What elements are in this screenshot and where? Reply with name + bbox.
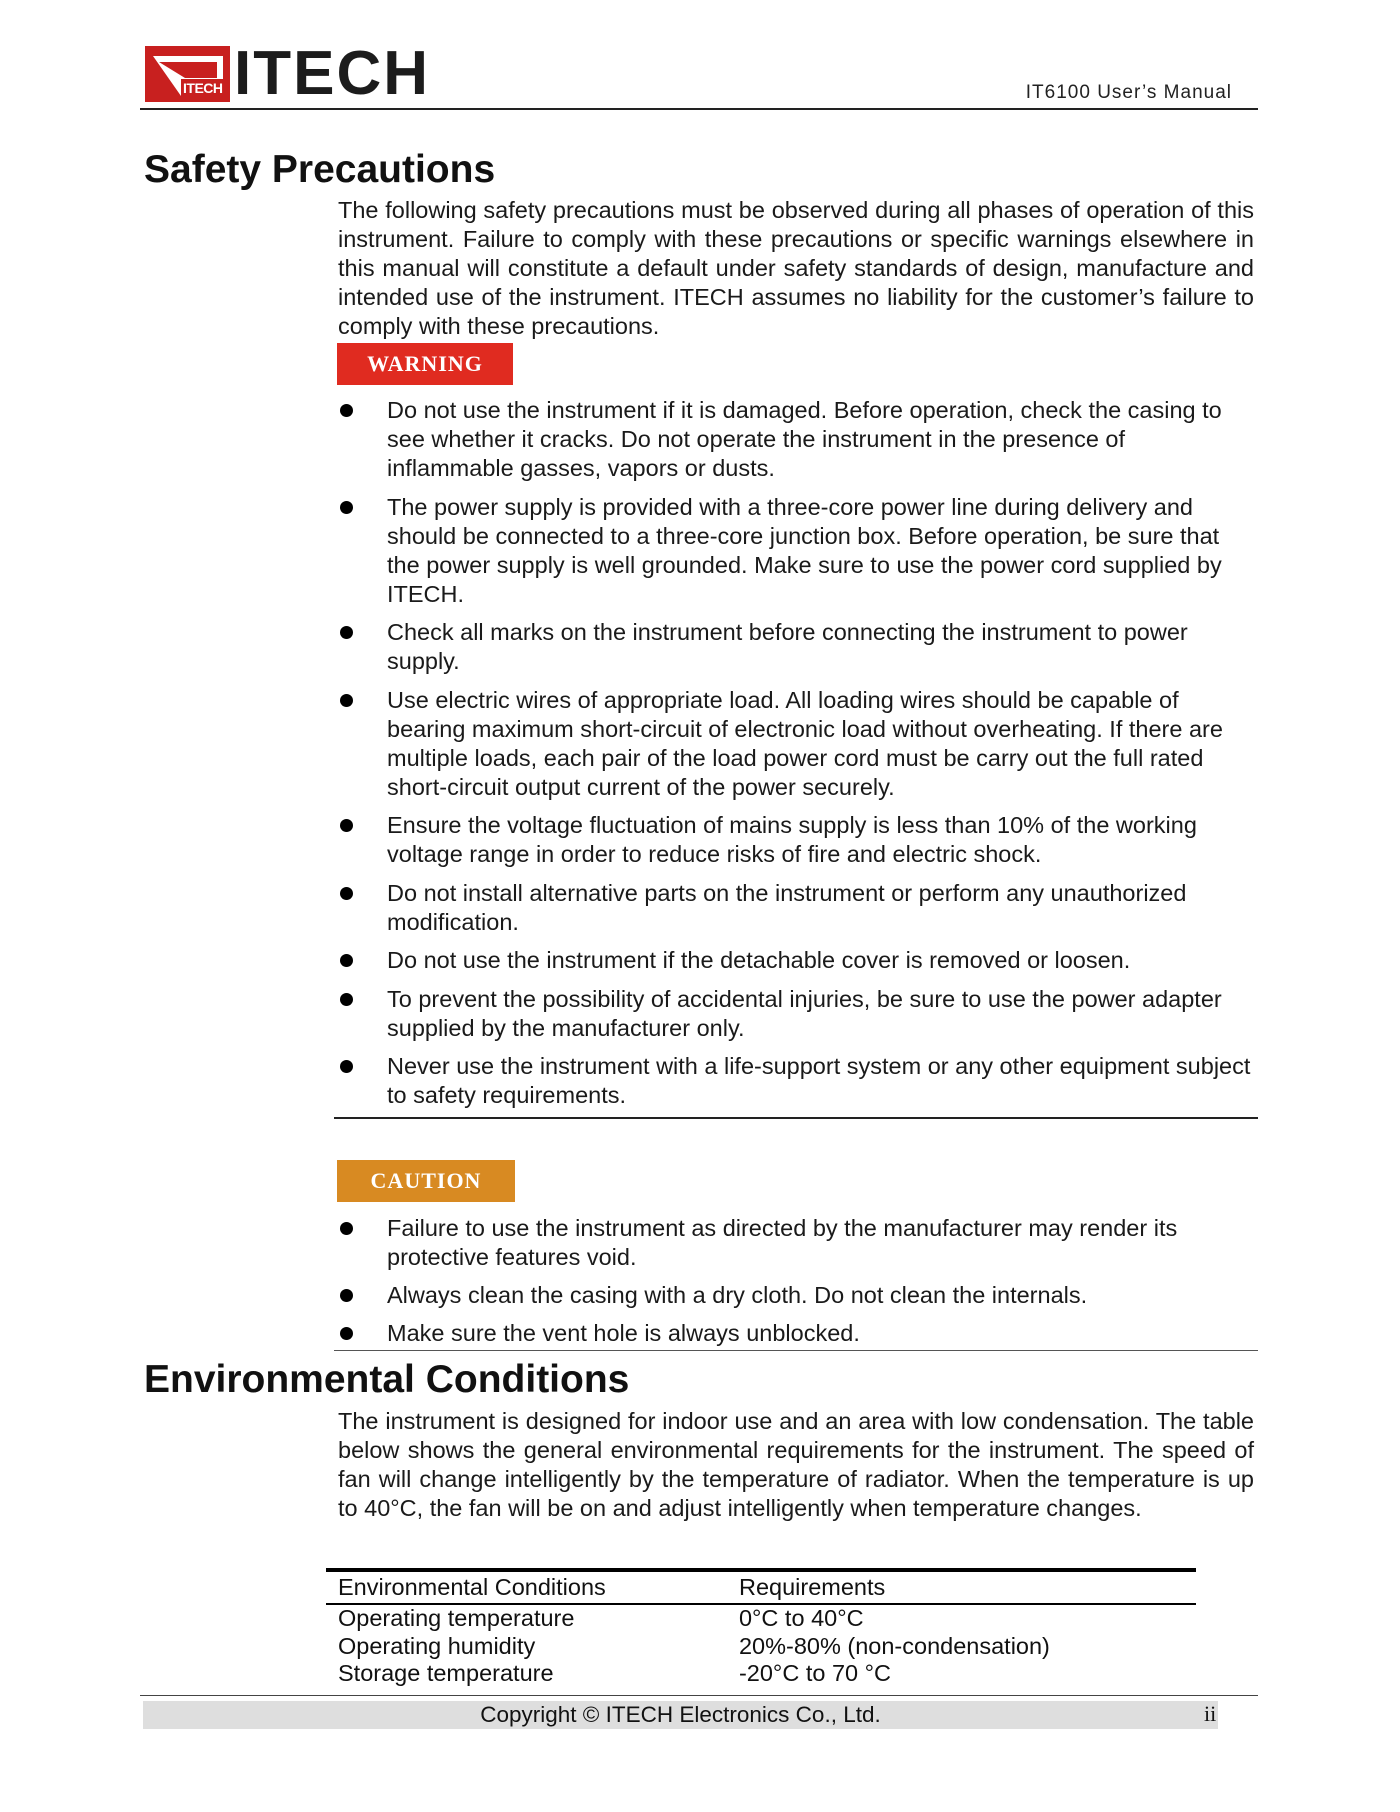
table-row: [326, 1604, 1196, 1633]
caution-list: [338, 1214, 1258, 1357]
list-item: Make sure the vent hole is always unblocked.: [338, 1319, 1258, 1348]
table-header-cell: Environmental Conditions: [326, 1570, 739, 1604]
table-row: [326, 1660, 1196, 1688]
list-item: Always clean the casing with a dry cloth. Do not clean the internals.: [338, 1281, 1258, 1310]
table-cell: Operating humidity: [338, 1632, 536, 1659]
warning-badge: WARNING: [337, 343, 513, 385]
bullet-icon: [340, 1289, 353, 1302]
footer-rule: [140, 1695, 1258, 1696]
bullet-icon: [340, 1327, 353, 1340]
warning-list: [338, 396, 1258, 1120]
table-cell: 20%-80% (non-condensation): [738, 1632, 1050, 1659]
caution-badge: CAUTION: [337, 1160, 515, 1202]
warning-end-rule: [334, 1117, 1258, 1119]
safety-intro: The following safety precautions must be observed during all phases of operation of this instrument. Failure to comply with these precautions or specific warnings elsewhere in this manual will constitute a default under safety standards of design, manufacture and intended use of the instrument. ITECH assumes no liability for the customer’s failure to comply with these precautions.: [338, 197, 1254, 339]
list-item: Ensure the voltage fluctuation of mains supply is less than 10% of the working voltage range in order to reduce risks of fire and electric shock.: [338, 811, 1258, 869]
table-header-cell: Requirements: [739, 1570, 1196, 1604]
bullet-icon: [340, 626, 353, 639]
environment-intro: The instrument is designed for indoor use and an area with low condensation. The table below shows the general environmental requirements for the instrument. The speed of fan will change intelligently by the temperature of radiator. When the temperature is up to 40°C, the fan will be on and adjust intelligently when temperature changes.: [338, 1408, 1254, 1521]
table-cell: -20°C to 70 °C: [738, 1660, 891, 1686]
list-item: Do not use the instrument if it is damaged. Before operation, check the casing to see whether it cracks. Do not operate the instrument in the presence of inflammable gasses, vapors or dusts.: [338, 396, 1258, 483]
bullet-icon: [340, 993, 353, 1006]
bullet-icon: [340, 694, 353, 707]
environment-table: [326, 1568, 1196, 1688]
list-item: Never use the instrument with a life-support system or any other equipment subject to safety requirements.: [338, 1052, 1258, 1110]
bullet-icon: [340, 404, 353, 417]
bullet-icon: [340, 887, 353, 900]
company-logo: [145, 39, 430, 108]
table-cell: Operating temperature: [338, 1605, 575, 1631]
list-item: To prevent the possibility of accidental injuries, be sure to use the power adapter supplied by the manufacturer only.: [338, 985, 1258, 1043]
list-item: Check all marks on the instrument before connecting the instrument to power supply.: [338, 618, 1258, 676]
bullet-icon: [340, 1222, 353, 1235]
manual-title: IT6100 User’s Manual: [1025, 82, 1232, 103]
logo-wordmark: ITECH: [234, 39, 430, 108]
list-item: Failure to use the instrument as directed by the manufacturer may render its protective features void.: [338, 1214, 1258, 1272]
logo-mark: [145, 46, 230, 102]
bullet-icon: [340, 954, 353, 967]
caution-end-rule: [334, 1350, 1258, 1351]
footer-copyright: Copyright © ITECH Electronics Co., Ltd.: [480, 1702, 881, 1727]
bullet-icon: [340, 1060, 353, 1073]
bullet-icon: [340, 819, 353, 832]
list-item: Do not install alternative parts on the instrument or perform any unauthorized modification.: [338, 879, 1258, 937]
table-row: [326, 1633, 1196, 1661]
table-header-row: [326, 1570, 1196, 1604]
header-rule: [140, 108, 1258, 110]
table-cell: 0°C to 40°C: [738, 1605, 864, 1631]
bullet-icon: [340, 501, 353, 514]
list-item: The power supply is provided with a three-core power line during delivery and should be connected to a three-core junction box. Before operation, be sure that the power supply is well grounded. Make sure to use the power cord supplied by ITECH.: [338, 493, 1258, 609]
page-number: ii: [1204, 1701, 1217, 1726]
table-cell: Storage temperature: [338, 1660, 554, 1686]
safety-heading: Safety Precautions: [144, 148, 496, 191]
list-item: Do not use the instrument if the detachable cover is removed or loosen.: [338, 946, 1258, 975]
logo-small-text: ITECH: [183, 80, 223, 96]
list-item: Use electric wires of appropriate load. All loading wires should be capable of bearing maximum short-circuit of electronic load without overheating. If there are multiple loads, each pair of the load power cord must be carry out the full rated short-circuit output current of the power securely.: [338, 686, 1258, 802]
environment-heading: Environmental Conditions: [144, 1358, 630, 1401]
